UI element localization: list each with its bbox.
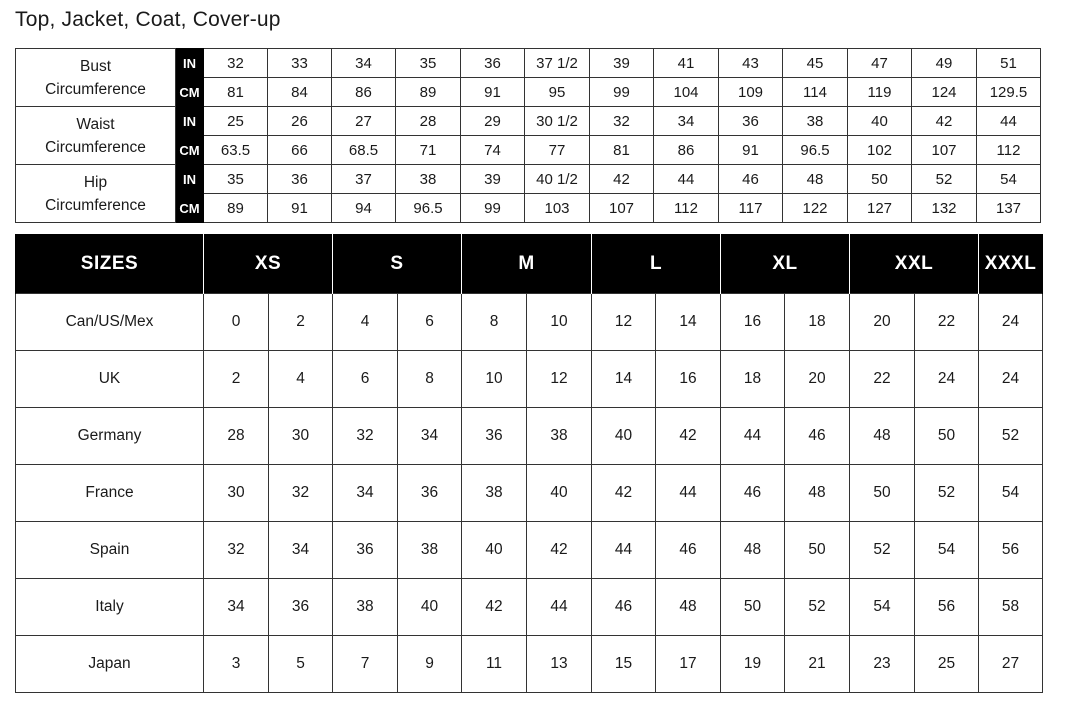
measurement-cell: 66	[268, 136, 332, 165]
size-cell: 54	[979, 465, 1043, 522]
measurement-cell: 74	[461, 136, 525, 165]
measurement-name-suffix: Circumference	[45, 196, 146, 214]
size-cell: 4	[269, 351, 333, 408]
measurement-cell: 36	[719, 107, 783, 136]
measurement-cell: 50	[848, 165, 912, 194]
measurement-cell: 36	[461, 49, 525, 78]
size-row	[16, 579, 1043, 636]
measurement-cell: 129.5	[977, 78, 1041, 107]
size-cell: 44	[656, 465, 721, 522]
size-cell: 46	[785, 408, 850, 465]
measurement-cell: 81	[590, 136, 654, 165]
size-cell: 56	[979, 522, 1043, 579]
size-cell: 14	[592, 351, 656, 408]
size-cell: 34	[269, 522, 333, 579]
measurement-name: Waist	[76, 115, 115, 133]
measurement-cell: 103	[525, 194, 590, 223]
measurement-row	[16, 107, 1041, 136]
size-cell: 46	[721, 465, 785, 522]
size-cell: 34	[398, 408, 462, 465]
size-cell: 24	[915, 351, 979, 408]
size-cell: 38	[398, 522, 462, 579]
region-label: Italy	[16, 579, 204, 636]
size-cell: 38	[462, 465, 527, 522]
size-cell: 19	[721, 636, 785, 693]
size-cell: 6	[398, 294, 462, 351]
size-cell: 56	[915, 579, 979, 636]
size-cell: 8	[398, 351, 462, 408]
size-cell: 52	[850, 522, 915, 579]
size-cell: 7	[333, 636, 398, 693]
size-row	[16, 294, 1043, 351]
measurement-cell: 25	[204, 107, 268, 136]
size-cell: 36	[462, 408, 527, 465]
measurement-row	[16, 165, 1041, 194]
measurement-cell: 30 1/2	[525, 107, 590, 136]
measurement-cell: 35	[204, 165, 268, 194]
measurement-cell: 40	[848, 107, 912, 136]
size-cell: 24	[979, 351, 1043, 408]
measurement-cell: 39	[461, 165, 525, 194]
measurement-cell: 137	[977, 194, 1041, 223]
size-cell: 34	[204, 579, 269, 636]
size-cell: 18	[785, 294, 850, 351]
measurement-cell: 91	[268, 194, 332, 223]
measurements-table	[15, 48, 1041, 223]
size-cell: 10	[462, 351, 527, 408]
unit-badge: IN	[176, 165, 204, 194]
measurement-cell: 114	[783, 78, 848, 107]
size-group-header: XS	[204, 234, 333, 294]
size-cell: 14	[656, 294, 721, 351]
size-cell: 54	[850, 579, 915, 636]
size-cell: 42	[462, 579, 527, 636]
size-cell: 40	[592, 408, 656, 465]
size-cell: 12	[527, 351, 592, 408]
size-cell: 40	[462, 522, 527, 579]
measurement-cell: 94	[332, 194, 396, 223]
measurement-cell: 42	[912, 107, 977, 136]
measurement-label	[16, 107, 176, 165]
size-cell: 27	[979, 636, 1043, 693]
size-cell: 46	[592, 579, 656, 636]
measurement-row	[16, 49, 1041, 78]
size-cell: 22	[915, 294, 979, 351]
measurement-cell: 127	[848, 194, 912, 223]
measurement-cell: 109	[719, 78, 783, 107]
measurement-cell: 36	[268, 165, 332, 194]
measurement-cell: 84	[268, 78, 332, 107]
measurement-cell: 45	[783, 49, 848, 78]
size-cell: 21	[785, 636, 850, 693]
size-cell: 15	[592, 636, 656, 693]
size-cell: 17	[656, 636, 721, 693]
region-label: Spain	[16, 522, 204, 579]
measurement-cell: 89	[204, 194, 268, 223]
measurement-cell: 42	[590, 165, 654, 194]
measurement-cell: 26	[268, 107, 332, 136]
region-label: UK	[16, 351, 204, 408]
size-cell: 22	[850, 351, 915, 408]
measurement-cell: 107	[912, 136, 977, 165]
measurement-cell: 112	[977, 136, 1041, 165]
size-cell: 30	[269, 408, 333, 465]
region-label: France	[16, 465, 204, 522]
size-cell: 50	[915, 408, 979, 465]
measurement-cell: 29	[461, 107, 525, 136]
size-cell: 44	[527, 579, 592, 636]
size-cell: 20	[850, 294, 915, 351]
measurement-cell: 38	[396, 165, 461, 194]
measurement-cell: 71	[396, 136, 461, 165]
measurement-cell: 119	[848, 78, 912, 107]
page-title: Top, Jacket, Coat, Cover-up	[15, 8, 281, 31]
measurement-cell: 44	[654, 165, 719, 194]
region-label: Can/US/Mex	[16, 294, 204, 351]
measurement-cell: 33	[268, 49, 332, 78]
measurement-cell: 86	[332, 78, 396, 107]
size-cell: 9	[398, 636, 462, 693]
measurement-label	[16, 165, 176, 223]
measurement-cell: 37	[332, 165, 396, 194]
measurement-cell: 27	[332, 107, 396, 136]
unit-badge: CM	[176, 136, 204, 165]
measurement-cell: 47	[848, 49, 912, 78]
measurement-cell: 38	[783, 107, 848, 136]
size-cell: 42	[656, 408, 721, 465]
size-cell: 48	[721, 522, 785, 579]
measurement-cell: 122	[783, 194, 848, 223]
size-cell: 42	[592, 465, 656, 522]
size-group-header: L	[592, 234, 721, 294]
size-row	[16, 408, 1043, 465]
measurement-cell: 34	[654, 107, 719, 136]
measurement-name-suffix: Circumference	[45, 80, 146, 98]
size-cell: 50	[785, 522, 850, 579]
size-group-header: M	[462, 234, 592, 294]
size-cell: 5	[269, 636, 333, 693]
sizes-header-label: SIZES	[16, 234, 204, 294]
size-cell: 44	[592, 522, 656, 579]
size-cell: 46	[656, 522, 721, 579]
measurement-cell: 40 1/2	[525, 165, 590, 194]
size-row	[16, 522, 1043, 579]
measurement-label	[16, 49, 176, 107]
measurement-cell: 54	[977, 165, 1041, 194]
unit-badge: CM	[176, 194, 204, 223]
size-cell: 40	[398, 579, 462, 636]
size-cell: 36	[333, 522, 398, 579]
size-cell: 6	[333, 351, 398, 408]
measurement-cell: 28	[396, 107, 461, 136]
measurement-cell: 51	[977, 49, 1041, 78]
measurement-cell: 68.5	[332, 136, 396, 165]
size-group-header: S	[333, 234, 462, 294]
size-group-header: XXXL	[979, 234, 1043, 294]
size-cell: 0	[204, 294, 269, 351]
measurement-cell: 132	[912, 194, 977, 223]
size-cell: 25	[915, 636, 979, 693]
measurement-cell: 107	[590, 194, 654, 223]
size-cell: 44	[721, 408, 785, 465]
size-cell: 8	[462, 294, 527, 351]
measurement-cell: 117	[719, 194, 783, 223]
size-group-header: XL	[721, 234, 850, 294]
size-cell: 2	[269, 294, 333, 351]
size-cell: 3	[204, 636, 269, 693]
measurement-cell: 102	[848, 136, 912, 165]
size-cell: 48	[785, 465, 850, 522]
size-cell: 28	[204, 408, 269, 465]
size-cell: 20	[785, 351, 850, 408]
size-cell: 34	[333, 465, 398, 522]
measurement-cell: 49	[912, 49, 977, 78]
measurement-cell: 89	[396, 78, 461, 107]
size-cell: 38	[333, 579, 398, 636]
size-cell: 40	[527, 465, 592, 522]
measurement-cell: 95	[525, 78, 590, 107]
size-cell: 4	[333, 294, 398, 351]
size-cell: 52	[915, 465, 979, 522]
size-cell: 48	[850, 408, 915, 465]
size-cell: 18	[721, 351, 785, 408]
measurement-cell: 77	[525, 136, 590, 165]
measurement-cell: 96.5	[783, 136, 848, 165]
size-cell: 58	[979, 579, 1043, 636]
size-cell: 50	[721, 579, 785, 636]
measurement-cell: 32	[204, 49, 268, 78]
measurement-cell: 63.5	[204, 136, 268, 165]
measurement-cell: 46	[719, 165, 783, 194]
size-row	[16, 636, 1043, 693]
size-row	[16, 465, 1043, 522]
measurement-cell: 99	[590, 78, 654, 107]
size-group-header: XXL	[850, 234, 979, 294]
size-cell: 16	[656, 351, 721, 408]
measurement-cell: 34	[332, 49, 396, 78]
size-cell: 13	[527, 636, 592, 693]
size-cell: 54	[915, 522, 979, 579]
measurement-cell: 99	[461, 194, 525, 223]
measurement-cell: 91	[461, 78, 525, 107]
measurement-name: Bust	[79, 57, 111, 75]
measurement-cell: 96.5	[396, 194, 461, 223]
measurement-cell: 35	[396, 49, 461, 78]
measurement-cell: 37 1/2	[525, 49, 590, 78]
size-cell: 10	[527, 294, 592, 351]
size-cell: 52	[785, 579, 850, 636]
measurement-name-suffix: Circumference	[45, 138, 146, 156]
size-conversion-table	[15, 234, 1043, 693]
unit-badge: IN	[176, 107, 204, 136]
measurement-cell: 52	[912, 165, 977, 194]
size-cell: 2	[204, 351, 269, 408]
measurement-cell: 44	[977, 107, 1041, 136]
size-cell: 23	[850, 636, 915, 693]
size-cell: 24	[979, 294, 1043, 351]
measurement-cell: 32	[590, 107, 654, 136]
measurement-cell: 43	[719, 49, 783, 78]
size-cell: 48	[656, 579, 721, 636]
measurement-cell: 81	[204, 78, 268, 107]
measurement-cell: 104	[654, 78, 719, 107]
size-cell: 30	[204, 465, 269, 522]
measurement-cell: 41	[654, 49, 719, 78]
size-cell: 52	[979, 408, 1043, 465]
measurement-cell: 91	[719, 136, 783, 165]
region-label: Japan	[16, 636, 204, 693]
measurement-cell: 48	[783, 165, 848, 194]
measurement-cell: 86	[654, 136, 719, 165]
unit-badge: CM	[176, 78, 204, 107]
measurement-cell: 39	[590, 49, 654, 78]
size-cell: 50	[850, 465, 915, 522]
size-cell: 11	[462, 636, 527, 693]
unit-badge: IN	[176, 49, 204, 78]
measurement-cell: 112	[654, 194, 719, 223]
measurement-cell: 124	[912, 78, 977, 107]
size-cell: 36	[398, 465, 462, 522]
size-cell: 32	[269, 465, 333, 522]
size-cell: 42	[527, 522, 592, 579]
size-cell: 32	[204, 522, 269, 579]
measurement-name: Hip	[83, 173, 108, 191]
size-cell: 32	[333, 408, 398, 465]
sizes-header-row	[16, 234, 1043, 294]
size-cell: 16	[721, 294, 785, 351]
region-label: Germany	[16, 408, 204, 465]
size-row	[16, 351, 1043, 408]
size-cell: 38	[527, 408, 592, 465]
size-cell: 12	[592, 294, 656, 351]
size-cell: 36	[269, 579, 333, 636]
